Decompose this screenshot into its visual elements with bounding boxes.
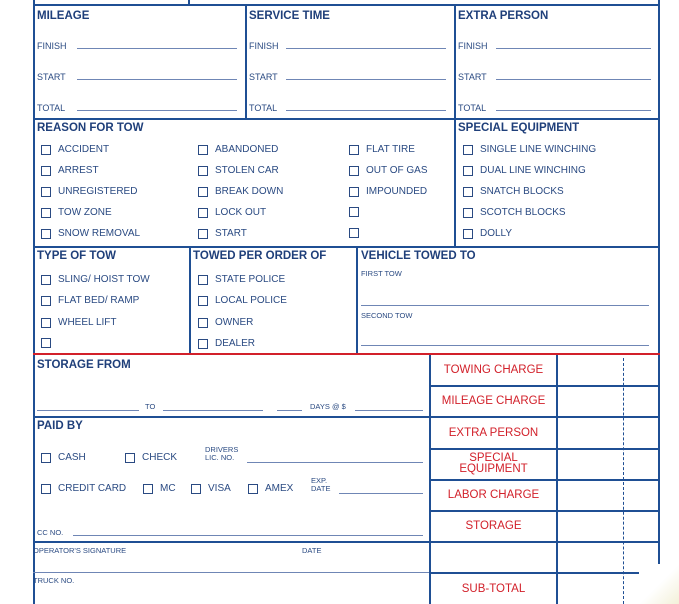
special-line2: EQUIPMENT [459,463,528,475]
checkbox-label: STOLEN CAR [215,165,279,176]
checkbox-box[interactable] [198,187,208,197]
exp-line2: DATE [311,484,331,493]
checkbox-box[interactable] [198,275,208,285]
service-total-label: TOTAL [249,103,278,113]
amex-checkbox[interactable] [248,483,293,494]
reason-checkbox[interactable] [349,165,428,176]
sub-total-label: SUB-TOTAL [461,583,526,595]
checkbox-box[interactable] [198,145,208,155]
cash-checkbox[interactable] [41,452,86,463]
checkbox-box[interactable] [41,338,51,348]
checkbox-label: CHECK [142,452,178,463]
checkbox-label: LOCAL POLICE [215,295,287,306]
checkbox-box[interactable] [349,187,359,197]
divider [188,0,190,4]
extra-total-label: TOTAL [458,103,487,113]
exp-date-field[interactable] [339,493,423,494]
checkbox-label: FLAT TIRE [366,144,415,155]
service-start-field[interactable] [286,79,446,80]
checkbox-box[interactable] [198,318,208,328]
service-total-field[interactable] [286,110,446,111]
checkbox-box[interactable] [143,484,153,494]
drivers-lic-field[interactable] [247,462,423,463]
extra-total-field[interactable] [496,110,651,111]
page-corner-shading [639,564,679,604]
equipment-checkbox[interactable] [463,144,596,155]
checkbox-box[interactable] [41,275,51,285]
checkbox-box[interactable] [41,484,51,494]
checkbox-box[interactable] [41,145,51,155]
checkbox-label: VISA [208,483,231,494]
signature-field[interactable] [33,572,429,573]
tow-type-checkbox[interactable] [41,295,139,306]
checkbox-label: SNATCH BLOCKS [480,186,564,197]
mileage-finish-label: FINISH [37,41,67,51]
checkbox-label: SNOW REMOVAL [58,228,141,239]
checkbox-box[interactable] [41,187,51,197]
checkbox-box[interactable] [41,229,51,239]
divider [431,416,660,418]
equipment-checkbox[interactable] [463,207,566,218]
checkbox-label: BREAK DOWN [215,186,284,197]
vehicle-towed-to-title: VEHICLE TOWED TO [361,250,476,262]
towed-per-order-title: TOWED PER ORDER OF [193,250,327,262]
storage-rate-field[interactable] [355,410,423,411]
checkbox-label: ARREST [58,165,99,176]
date-label: DATE [302,546,322,555]
towing-charge-label: TOWING CHARGE [443,364,544,376]
exp-date-label [311,477,330,493]
checkbox-label: IMPOUNDED [366,186,428,197]
mileage-charge-label: MILEAGE CHARGE [441,395,546,407]
checkbox-label: WHEEL LIFT [58,317,117,328]
checkbox-box[interactable] [41,453,51,463]
checkbox-box[interactable] [349,207,359,217]
check-checkbox[interactable] [125,452,177,463]
checkbox-label: SLING/ HOIST TOW [58,274,150,285]
divider [189,246,191,353]
service-start-label: START [249,72,278,82]
checkbox-label: DUAL LINE WINCHING [480,165,586,176]
reason-checkbox[interactable] [349,144,415,155]
cc-no-label: CC NO. [37,528,64,537]
storage-charge-label: STORAGE [465,520,522,532]
divider [431,479,660,481]
divider [33,246,660,248]
service-time-title: SERVICE TIME [249,10,330,22]
checkbox-box[interactable] [41,318,51,328]
extra-person-title: EXTRA PERSON [458,10,549,22]
drivers-lic-label [205,446,238,462]
checkbox-label: ACCIDENT [58,144,110,155]
first-tow-label: FIRST TOW [361,269,402,278]
checkbox-box[interactable] [41,208,51,218]
equipment-checkbox[interactable] [463,186,564,197]
checkbox-box[interactable] [349,166,359,176]
reason-checkbox[interactable] [41,186,137,197]
storage-days-field[interactable] [277,410,302,411]
tow-type-checkbox-blank[interactable] [41,338,58,348]
divider [431,572,660,574]
divider [431,541,660,543]
second-tow-field[interactable] [361,345,649,346]
checkbox-label: OUT OF GAS [366,165,428,176]
order-checkbox[interactable] [198,274,285,285]
divider [33,541,429,543]
checkbox-box[interactable] [463,187,473,197]
checkbox-label: STATE POLICE [215,274,286,285]
reason-checkbox[interactable] [198,144,278,155]
reason-checkbox-blank[interactable] [349,228,366,238]
special-line1: SPECIAL [469,452,518,464]
mileage-start-label: START [37,72,66,82]
checkbox-label: START [215,228,247,239]
checkbox-box[interactable] [41,296,51,306]
divider [454,118,456,246]
special-equipment-title: SPECIAL EQUIPMENT [458,122,580,134]
mc-checkbox[interactable] [143,483,176,494]
reason-checkbox[interactable] [41,228,140,239]
storage-to-label: TO [145,402,156,411]
checkbox-box[interactable] [349,145,359,155]
checkbox-box[interactable] [125,453,135,463]
order-checkbox[interactable] [198,317,253,328]
reason-checkbox[interactable] [198,228,247,239]
mileage-finish-field[interactable] [77,48,237,49]
mileage-title: MILEAGE [37,10,90,22]
checkbox-label: ABANDONED [215,144,279,155]
divider [431,385,660,387]
cents-divider [623,358,624,604]
reason-checkbox[interactable] [198,207,266,218]
divider [33,4,660,6]
operator-signature-label: OPERATOR'S SIGNATURE [33,546,127,555]
checkbox-label: FLAT BED/ RAMP [58,295,140,306]
divider [431,448,660,450]
checkbox-label: OWNER [215,317,254,328]
checkbox-box[interactable] [463,229,473,239]
checkbox-box[interactable] [248,484,258,494]
mileage-total-label: TOTAL [37,103,66,113]
reason-checkbox[interactable] [198,165,279,176]
checkbox-label: MC [160,483,176,494]
visa-checkbox[interactable] [191,483,231,494]
checkbox-label: TOW ZONE [58,207,112,218]
storage-to-field[interactable] [163,410,263,411]
reason-checkbox[interactable] [198,186,283,197]
reason-checkbox[interactable] [41,207,112,218]
tow-type-checkbox[interactable] [41,274,150,285]
checkbox-box[interactable] [463,166,473,176]
checkbox-label: SINGLE LINE WINCHING [480,144,597,155]
divider [658,0,660,604]
checkbox-box[interactable] [349,228,359,238]
divider [454,4,456,118]
paid-by-title: PAID BY [37,420,83,432]
divider [431,510,660,512]
extra-start-field[interactable] [496,79,651,80]
tow-type-checkbox[interactable] [41,317,117,328]
mileage-start-field[interactable] [77,79,237,80]
divider [33,416,429,418]
extra-finish-field[interactable] [496,48,651,49]
credit-card-checkbox[interactable] [41,483,126,494]
second-tow-label: SECOND TOW [361,311,413,320]
divider [33,118,660,120]
checkbox-box[interactable] [41,166,51,176]
first-tow-field[interactable] [361,305,649,306]
equipment-checkbox[interactable] [463,228,512,239]
service-finish-label: FINISH [249,41,279,51]
checkbox-box[interactable] [198,339,208,349]
reason-checkbox[interactable] [41,144,109,155]
drivers-lic-line1: DRIVERS [205,445,239,454]
checkbox-label: DOLLY [480,228,513,239]
checkbox-box[interactable] [198,229,208,239]
truck-no-label: TRUCK NO. [33,576,75,585]
storage-from-field[interactable] [37,410,139,411]
extra-start-label: START [458,72,487,82]
checkbox-label: CREDIT CARD [58,483,127,494]
reason-for-tow-title: REASON FOR TOW [37,122,144,134]
labor-charge-label: LABOR CHARGE [447,489,540,501]
divider [33,0,35,604]
checkbox-label: LOCK OUT [215,207,267,218]
extra-finish-label: FINISH [458,41,488,51]
checkbox-label: CASH [58,452,86,463]
exp-line1: EXP. [311,476,328,485]
checkbox-label: UNREGISTERED [58,186,138,197]
special-equipment-charge-label [431,453,556,475]
divider [33,353,660,355]
service-finish-field[interactable] [286,48,446,49]
checkbox-box[interactable] [198,296,208,306]
checkbox-label: DEALER [215,338,256,349]
reason-checkbox-blank[interactable] [349,207,366,217]
checkbox-box[interactable] [463,145,473,155]
storage-days-label: DAYS @ $ [310,402,346,411]
order-checkbox[interactable] [198,338,255,349]
mileage-total-field[interactable] [77,110,237,111]
reason-checkbox[interactable] [41,165,99,176]
checkbox-box[interactable] [191,484,201,494]
type-of-tow-title: TYPE OF TOW [37,250,117,262]
extra-person-charge-label: EXTRA PERSON [448,427,539,439]
drivers-lic-line2: LIC. NO. [205,453,235,462]
checkbox-box[interactable] [198,166,208,176]
divider [356,246,358,353]
order-checkbox[interactable] [198,295,287,306]
cc-no-field[interactable] [73,535,423,536]
storage-from-title: STORAGE FROM [37,359,131,371]
equipment-checkbox[interactable] [463,165,586,176]
checkbox-box[interactable] [198,208,208,218]
checkbox-box[interactable] [463,208,473,218]
divider [245,4,247,118]
reason-checkbox[interactable] [349,186,427,197]
checkbox-label: AMEX [265,483,294,494]
tow-invoice-form [33,0,660,604]
checkbox-label: SCOTCH BLOCKS [480,207,566,218]
